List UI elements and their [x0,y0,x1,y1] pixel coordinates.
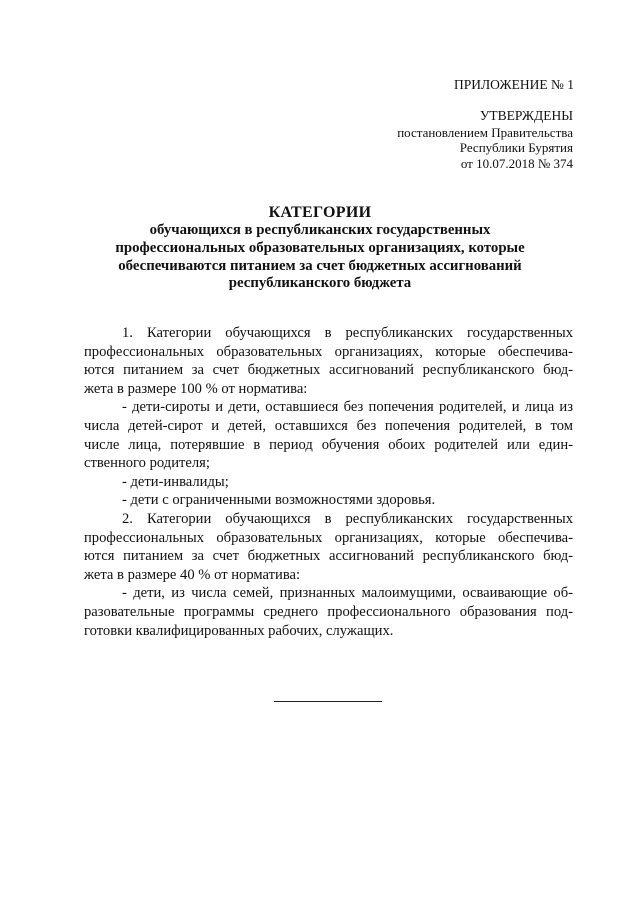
approval-block [397,108,573,171]
body-line: числе лица, потерявшие в период обучения обоих родителей или един- [84,436,573,453]
body-line: - дети, из числа семей, признанных малоимущими, осваивающие об- [122,585,573,602]
body-line: профессиональных образовательных организациях, которые обеспечива- [84,343,573,360]
body-line: - дети-сироты и дети, оставшиеся без попечения родителей, и лица из [122,399,573,416]
body-line: профессиональных образовательных организациях, которые обеспечива- [84,529,573,546]
document-title [60,203,580,293]
approval-line-2: Республики Бурятия [459,140,573,155]
title-heading: КАТЕГОРИИ [268,204,372,221]
body-line: готовки квалифицированных рабочих, служащих. [84,622,394,639]
approval-title: УТВЕРЖДЕНЫ [479,108,573,123]
appendix-label: ПРИЛОЖЕНИЕ № 1 [453,77,574,92]
body-line: - дети с ограниченными возможностями здоровья. [122,492,436,509]
title-line-2: профессиональных образовательных организациях, которые [115,239,525,256]
body-line: разовательные программы среднего профессионального образования под- [84,603,573,620]
document-body [84,324,573,640]
body-line: числа детей-сирот и детей, оставшихся без попечения родителей, в том [84,417,573,434]
title-line-4: республиканского бюджета [228,275,412,292]
body-line: жета в размере 40 % от норматива: [84,566,301,583]
body-line: ются питанием за счет бюджетных ассигнований республиканского бюд- [84,362,573,379]
title-line-3: обеспечиваются питанием за счет бюджетных ассигнований [118,257,522,274]
title-line-1: обучающихся в республиканских государственных [149,222,491,238]
approval-line-1: постановлением Правительства [397,124,573,140]
body-line: 1. Категории обучающихся в республиканских государственных [122,325,573,341]
body-line: - дети-инвалиды; [122,473,229,490]
approval-line-3: от 10.07.2018 № 374 [460,155,573,171]
body-line: жета в размере 100 % от норматива: [84,380,308,397]
body-line: ются питанием за счет бюджетных ассигнований республиканского бюд- [84,548,573,565]
body-line: 2. Категории обучающихся в республиканских государственных [122,510,573,527]
closing-rule-divider [274,701,382,702]
body-line: ственного родителя; [84,455,210,472]
